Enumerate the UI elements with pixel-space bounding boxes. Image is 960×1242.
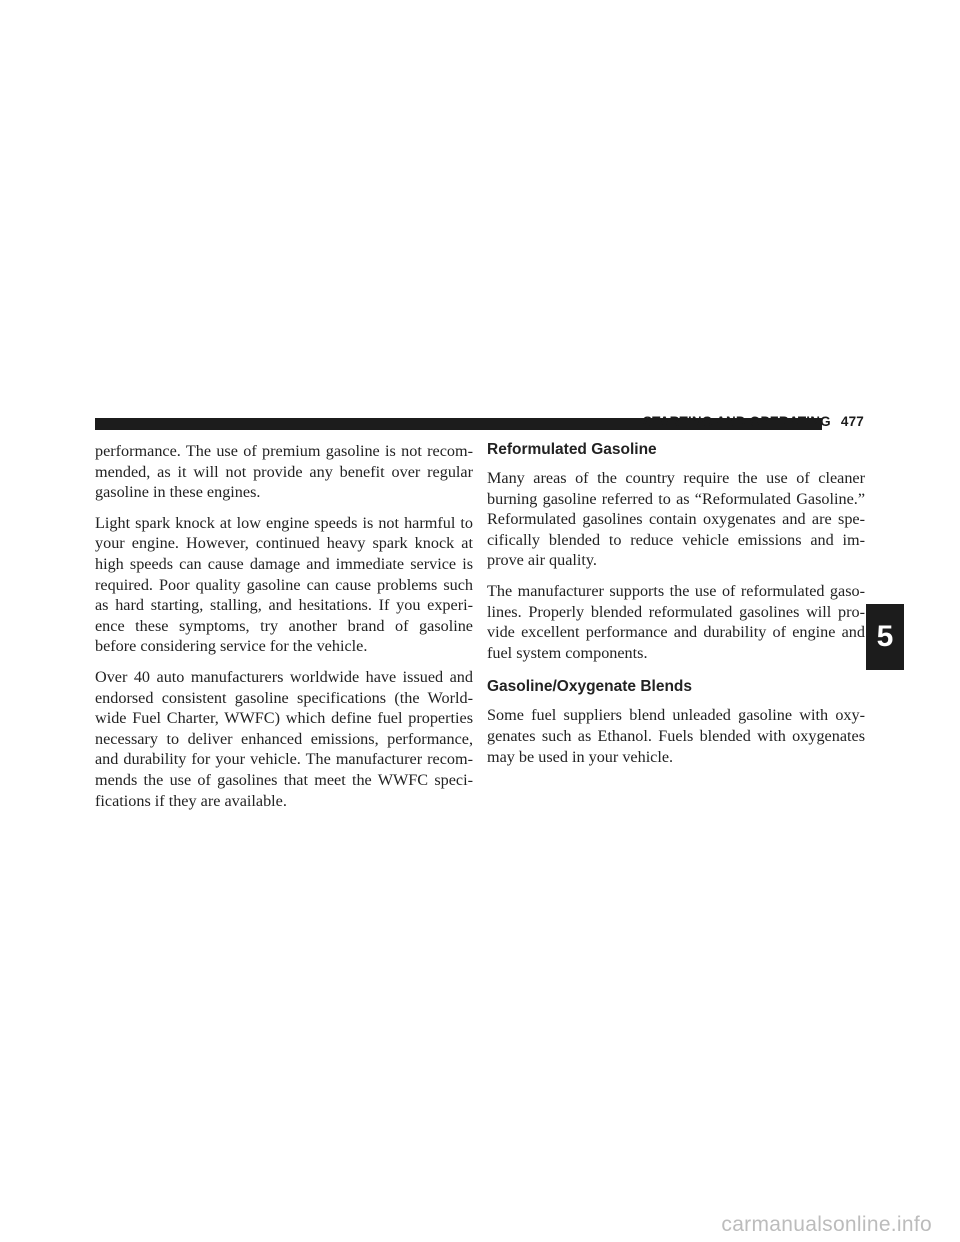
paragraph: Light spark knock at low engine speeds is not harmful to your engine. However, continued heavy spark knock at high speeds can cause damage and immediate service is required. Poor quality gasoline can cause problems such as hard starting, stalling, and hesitations. If you experi-ence these symptoms, try another brand of gasoline before considering service for the vehicle. <box>95 513 473 656</box>
section-heading-oxygenate: Gasoline/Oxygenate Blends <box>487 678 693 696</box>
paragraph: Many areas of the country require the use of cleaner burning gasoline referred to as “Reformulated Gasoline.” Reformulated gasolines contain oxygenates and are spe-cifically blended to reduce vehicle emissions and im-prove air quality. <box>487 469 865 570</box>
chapter-tab: 5 <box>866 604 904 670</box>
left-column <box>95 441 473 821</box>
paragraph: Over 40 auto manufacturers worldwide have issued and endorsed consistent gasoline specifications (the World-wide Fuel Charter, WWFC) which define fuel properties necessary to deliver enhanced emissions, performance, and durability for your vehicle. The manufacturer recom-mends the use of gasolines that meet the WWFC speci-fications if they are available. <box>95 667 473 810</box>
paragraph: The manufacturer supports the use of reformulated gaso-lines. Properly blended reformulated gasolines will pro-vide excellent performance and durability of engine and fuel system components. <box>487 581 865 662</box>
page-number: 477 <box>840 414 864 429</box>
watermark: carmanualsonline.info <box>721 1213 932 1236</box>
paragraph: performance. The use of premium gasoline is not recom-mended, as it will not provide any benefit over regular gasoline in these engines. <box>95 442 473 502</box>
section-heading-reformulated: Reformulated Gasoline <box>487 441 657 458</box>
section-title: STARTING AND OPERATING <box>642 414 831 429</box>
paragraph: Some fuel suppliers blend unleaded gasoline with oxy-genates such as Ethanol. Fuels blended with oxygenates may be used in your vehicle. <box>487 706 865 766</box>
right-column <box>487 441 865 777</box>
running-header <box>643 414 864 429</box>
